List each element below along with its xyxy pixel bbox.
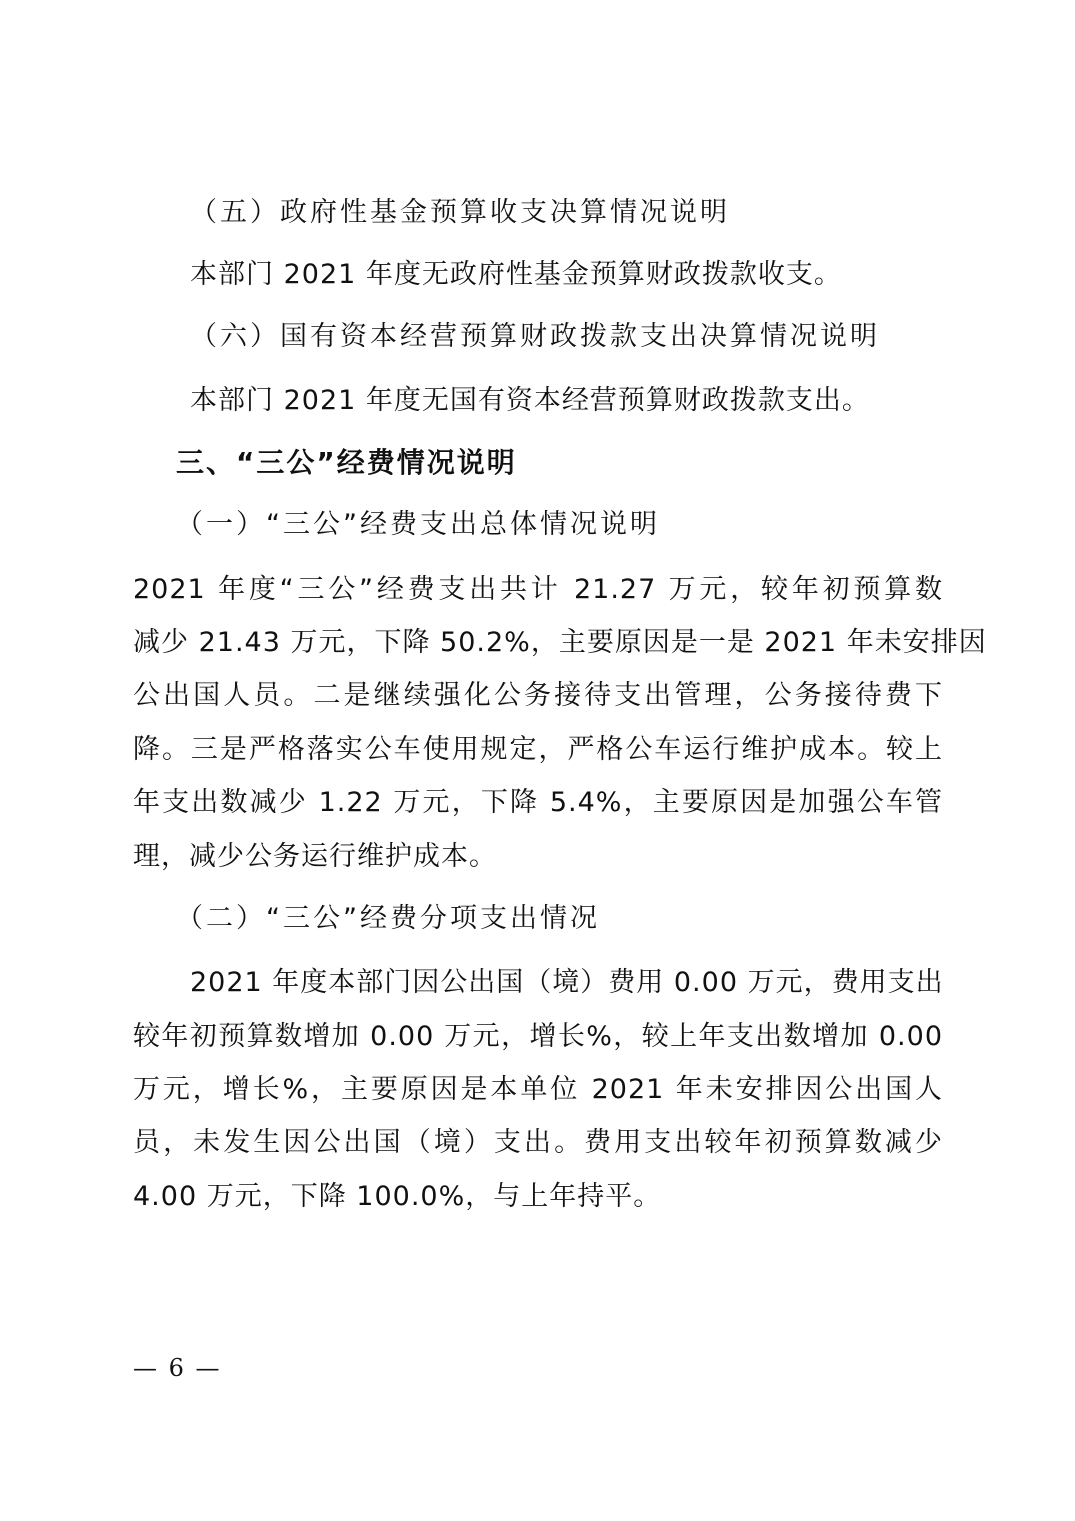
- paragraph-1-line: 年支出数减少 1.22 万元，下降 5.4%，主要原因是加强公车管: [133, 787, 943, 818]
- paragraph-1-line: 公出国人员。二是继续强化公务接待支出管理，公务接待费下: [133, 680, 943, 711]
- paragraph-2-line: 较年初预算数增加 0.00 万元，增长%，较上年支出数增加 0.00: [133, 1021, 943, 1052]
- section-6-heading: （六）国有资本经营预算财政拨款支出决算情况说明: [190, 321, 880, 352]
- paragraph-1-line: 减少 21.43 万元，下降 50.2%，主要原因是一是 2021 年未安排因: [133, 627, 987, 658]
- section-6-text: 本部门 2021 年度无国有资本经营预算财政拨款支出。: [190, 385, 870, 416]
- paragraph-1-line: 理，减少公务运行维护成本。: [133, 841, 497, 872]
- page-number: — 6 —: [133, 1354, 222, 1382]
- section-3-heading: 三、“三公”经费情况说明: [176, 446, 517, 479]
- paragraph-2-line: 员，未发生因公出国（境）支出。费用支出较年初预算数减少: [133, 1127, 943, 1158]
- paragraph-1-line: 降。三是严格落实公车使用规定，严格公车运行维护成本。较上: [133, 734, 943, 765]
- subsection-2-heading: （二）“三公”经费分项支出情况: [176, 903, 600, 934]
- paragraph-2-line: 2021 年度本部门因公出国（境）费用 0.00 万元，费用支出: [190, 967, 944, 998]
- subsection-1-heading: （一）“三公”经费支出总体情况说明: [176, 509, 660, 540]
- paragraph-2-line: 4.00 万元，下降 100.0%，与上年持平。: [133, 1181, 662, 1212]
- section-5-text: 本部门 2021 年度无政府性基金预算财政拨款收支。: [190, 259, 842, 290]
- paragraph-1-line: 2021 年度“三公”经费支出共计 21.27 万元，较年初预算数: [133, 574, 943, 605]
- paragraph-2-line: 万元，增长%，主要原因是本单位 2021 年未安排因公出国人: [133, 1074, 943, 1105]
- section-5-heading: （五）政府性基金预算收支决算情况说明: [190, 197, 730, 228]
